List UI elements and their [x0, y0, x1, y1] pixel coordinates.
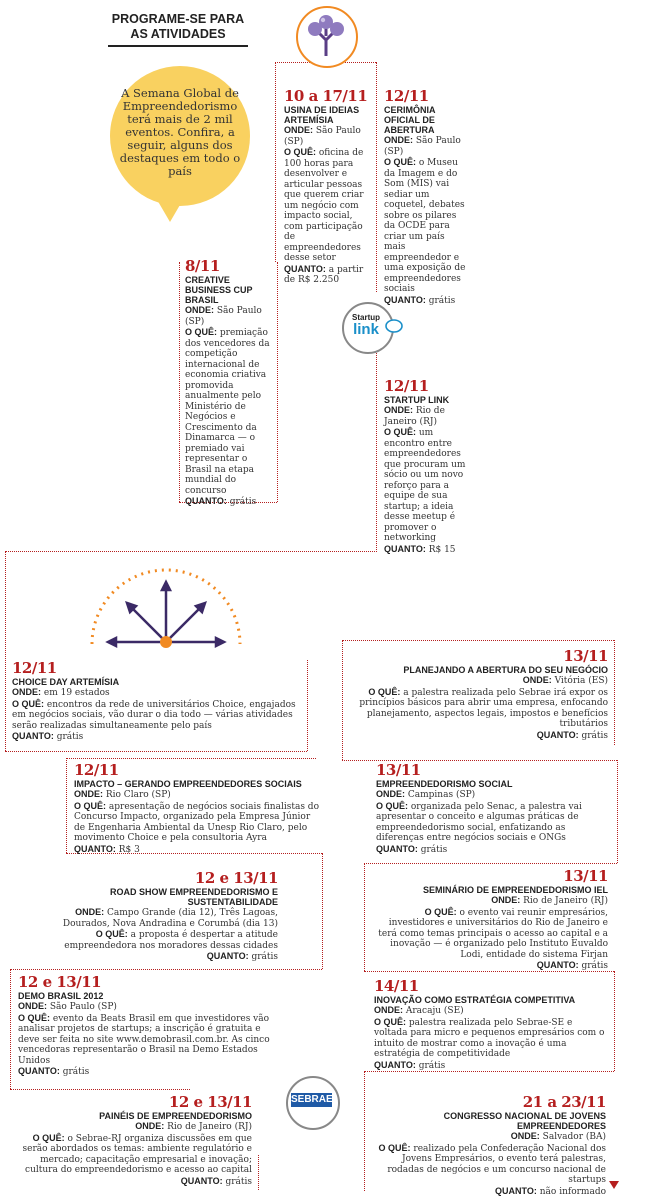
event-location: Rio de Janeiro (RJ) [167, 1122, 252, 1132]
event-price: grátis [420, 844, 448, 855]
event-description: um encontro entre empreendedores que procuram um sócio ou um novo reforço para a equipe de sua startup; a ideia desse meetup é promover o networking [384, 428, 466, 543]
event-date: 8/11 [185, 257, 220, 275]
startup-link-logo-line2: link [353, 321, 379, 338]
event-price: grátis [56, 732, 84, 742]
label-onde: ONDE: [135, 1121, 165, 1131]
event-description: oficina de 100 horas para desenvolver e articular pessoas que querem criar um negócio com impacto social, com participação de empreendedores desse setor [284, 148, 364, 263]
label-quanto: QUANTO: [536, 729, 579, 740]
label-oque: O QUÊ: [284, 147, 317, 157]
label-oque: O QUÊ: [12, 698, 45, 709]
event-demo-brasil [18, 974, 278, 1078]
event-title: ROAD SHOW EMPREENDEDORISMO E SUSTENTABILIDADE [109, 887, 278, 907]
event-date: 12/11 [74, 761, 119, 779]
event-title: CREATIVE BUSINESS CUP BRASIL [185, 275, 253, 305]
event-title: STARTUP LINK [384, 395, 450, 405]
label-onde: ONDE: [384, 135, 413, 145]
event-description: apresentação de negócios sociais finalistas do Concurso Impacto, organizado pela Empresa Júnior de Engenharia Ambiental da Unesp Rio Claro, pelo movimento Choice e pela consultoria Ayra [74, 801, 319, 843]
event-location: Rio de Janeiro (RJ) [523, 896, 608, 906]
event-startup-link [384, 378, 468, 555]
timeline-line [10, 969, 11, 1089]
event-title: USINA DE IDEIAS ARTEMÍSIA [284, 105, 360, 125]
label-quanto: QUANTO: [18, 1066, 60, 1076]
event-date: 21 a 23/11 [522, 1093, 606, 1111]
label-onde: ONDE: [376, 789, 405, 799]
label-oque: O QUÊ: [32, 1132, 65, 1143]
event-title: SEMINÁRIO DE EMPREENDEDORISMO IEL [422, 885, 608, 895]
event-location: em 19 estados [43, 688, 110, 698]
timeline-line [5, 551, 377, 552]
timeline-line [179, 262, 180, 502]
timeline-line [5, 551, 6, 751]
event-description: realizado pela Confederação Nacional dos Jovens Empresários, o evento terá palestras, rodadas de negócios e um concurso nacional de startups [387, 1143, 606, 1185]
timeline-line [342, 640, 614, 641]
event-impacto [74, 762, 320, 855]
timeline-line [614, 640, 615, 745]
event-location: Aracaju (SE) [405, 1006, 464, 1016]
startup-link-logo-line1: Startup [352, 313, 380, 322]
label-quanto: QUANTO: [12, 731, 54, 741]
label-quanto: QUANTO: [384, 294, 426, 305]
timeline-line [617, 760, 618, 863]
event-description: organizada pelo Senac, a palestra vai apresentar o conceito e algumas práticas de empreendedorismo social, enfatizando as diferenças entre negócios sociais e ONGs [376, 801, 582, 843]
event-price: grátis [418, 1060, 446, 1071]
event-price: não informado [539, 1186, 606, 1197]
event-creative-business-cup [185, 258, 271, 508]
event-cerimonia-abertura [384, 88, 468, 306]
label-oque: O QUÊ: [185, 327, 218, 337]
label-onde: ONDE: [510, 1131, 540, 1141]
event-congresso-jovens [368, 1094, 606, 1197]
timeline-line [258, 1155, 259, 1190]
event-date: 13/11 [376, 761, 421, 779]
event-date: 12/11 [384, 377, 429, 395]
event-price: grátis [581, 730, 608, 741]
event-road-show [40, 870, 278, 963]
event-price: grátis [581, 961, 608, 971]
timeline-line [277, 262, 278, 502]
event-location: São Paulo (SP) [384, 136, 461, 157]
event-description: o evento vai reunir empresários, investidores e universitários do Rio de Janeiro e terá como temas principais o acesso ao capital e a inovação — é organizado pelo Instituto Euvaldo Lodi, entidade do sistema Firjan [378, 907, 608, 960]
event-date: 10 a 17/11 [284, 87, 368, 105]
event-seminario-iel [370, 868, 608, 972]
arrow-down-icon [608, 1176, 620, 1190]
event-date: 13/11 [563, 647, 608, 665]
event-empreendedorismo-social [376, 762, 612, 855]
timeline-line [376, 350, 377, 550]
label-onde: ONDE: [284, 125, 313, 135]
label-quanto: QUANTO: [185, 496, 227, 506]
label-oque: O QUÊ: [74, 800, 107, 811]
page-title-line1: PROGRAME-SE PARA [111, 12, 245, 26]
event-location: São Paulo (SP) [185, 306, 262, 327]
idea-tree-icon [300, 10, 352, 62]
event-description: evento da Beats Brasil em que investidores vão analisar projetos de startups; a inscrição é gratuita e deve ser feita no site www.demobrasil.com.br. As cinco vencedoras representarão o Brasil na Demo Estados Unidos [18, 1013, 270, 1066]
event-price: grátis [251, 952, 278, 962]
label-oque: O QUÊ: [378, 1142, 411, 1153]
event-usina-de-ideias [284, 88, 374, 286]
page-title [108, 12, 248, 47]
event-title: PLANEJANDO A ABERTURA DO SEU NEGÓCIO [403, 665, 608, 675]
title-underline [108, 45, 248, 47]
event-location: São Paulo (SP) [284, 126, 361, 147]
label-quanto: QUANTO: [495, 1185, 537, 1196]
event-title: INOVAÇÃO COMO ESTRATÉGIA COMPETITIVA [374, 995, 576, 1005]
timeline-line [364, 863, 365, 971]
label-oque: O QUÊ: [18, 1012, 51, 1023]
timeline-line [322, 853, 323, 969]
event-description: encontros da rede de universitários Choice, engajados em negócios sociais, vão durar o dia todo — várias atividades serão realizadas simultaneamente pelo país [12, 699, 296, 731]
label-oque: O QUÊ: [376, 800, 409, 811]
timeline-line [376, 62, 377, 292]
event-title: CERIMÔNIA OFICIAL DE ABERTURA [384, 105, 436, 135]
chat-bubble-icon [384, 318, 404, 338]
event-paineis-empreendedorismo [18, 1094, 252, 1187]
event-date: 12/11 [12, 659, 57, 677]
label-quanto: QUANTO: [384, 543, 426, 554]
timeline-line [342, 640, 343, 760]
timeline-line [364, 863, 617, 864]
timeline-line [10, 1089, 190, 1090]
event-price: grátis [229, 497, 257, 507]
event-price: a partir de R$ 2.250 [284, 264, 364, 285]
label-onde: ONDE: [18, 1001, 47, 1011]
label-quanto: QUANTO: [206, 951, 249, 961]
timeline-line [10, 969, 322, 970]
event-title: CHOICE DAY ARTEMÍSIA [12, 677, 120, 687]
event-location: Salvador (BA) [542, 1132, 606, 1142]
label-onde: ONDE: [74, 789, 103, 799]
event-choice-day [12, 660, 302, 743]
event-description: o Sebrae-RJ organiza discussões em que serão abordados os temas: ambiente regulatório e mercado; capacitação empresarial e inovação; cultura do empreendedorismo e acesso ao capital [22, 1133, 252, 1175]
label-quanto: QUANTO: [180, 1175, 223, 1186]
timeline-line [5, 751, 307, 752]
intro-text: A Semana Global de Empreendedorismo terá mais de 2 mil eventos. Confira, a seguir, alguns dos destaques em todo o país [119, 86, 241, 178]
event-price: grátis [225, 1176, 252, 1187]
page-title-line2: AS ATIVIDADES [130, 27, 226, 41]
label-oque: O QUÊ: [368, 686, 401, 697]
label-onde: ONDE: [374, 1005, 403, 1015]
label-onde: ONDE: [491, 895, 521, 905]
event-description: premiação dos vencedores da competição internacional de economia criativa promovida anualmente pelo Ministério de Negócios e Crescimento da Dinamarca — o premiado vai representar o Brasil na etapa mundial do concurso [185, 328, 270, 496]
label-oque: O QUÊ: [95, 929, 128, 939]
label-oque: O QUÊ: [384, 427, 417, 437]
event-location: Campinas (SP) [407, 790, 476, 800]
timeline-line [364, 1071, 365, 1191]
event-location: Vitória (ES) [554, 676, 608, 686]
event-title: IMPACTO – GERANDO EMPREENDEDORES SOCIAIS [74, 779, 302, 789]
event-description: o Museu da Imagem e do Som (MIS) vai sediar um coquetel, debates sobre os pilares da OCDE para criar um país mais empreendedor e uma exposição de empreendedores sociais [384, 158, 466, 294]
event-date: 12 e 13/11 [18, 973, 102, 991]
label-onde: ONDE: [12, 687, 41, 697]
label-oque: O QUÊ: [374, 1016, 407, 1027]
growth-arrows-icon [82, 560, 250, 660]
event-date: 12/11 [384, 87, 429, 105]
label-quanto: QUANTO: [284, 263, 326, 274]
event-location: Campo Grande (dia 12), Três Lagoas, Dourados, Nova Andradina e Corumbá (dia 13) [62, 908, 278, 929]
timeline-line [364, 1071, 614, 1072]
label-oque: O QUÊ: [384, 157, 417, 167]
label-onde: ONDE: [522, 675, 552, 685]
event-description: a proposta é despertar a atitude empreendedora nos moradores dessas cidades [64, 930, 278, 951]
timeline-line [307, 660, 308, 751]
label-quanto: QUANTO: [374, 1059, 416, 1070]
event-title: PAINÉIS DE EMPREENDEDORISMO [99, 1111, 252, 1121]
timeline-line [66, 758, 316, 759]
event-location: São Paulo (SP) [49, 1002, 117, 1012]
event-title: DEMO BRASIL 2012 [18, 991, 104, 1001]
timeline-line [66, 758, 67, 853]
event-location: Rio Claro (SP) [105, 790, 171, 800]
label-oque: O QUÊ: [424, 906, 457, 917]
event-location: Rio de Janeiro (RJ) [384, 406, 445, 427]
intro-bubble-tail [156, 198, 184, 222]
sebrae-logo-text: SEBRAE [291, 1094, 333, 1105]
event-price: R$ 15 [428, 544, 456, 555]
label-onde: ONDE: [75, 907, 105, 917]
event-date: 12 e 13/11 [168, 1093, 252, 1111]
event-date: 12 e 13/11 [194, 869, 278, 887]
event-date: 14/11 [374, 977, 419, 995]
timeline-line [614, 971, 615, 1071]
event-description: palestra realizada pelo Sebrae-SE e voltada para micro e pequenos empresários com o intuito de mostrar como a inovação é uma estratégia de competitividade [374, 1017, 605, 1059]
label-quanto: QUANTO: [74, 843, 116, 854]
event-title: EMPREENDEDORISMO SOCIAL [376, 779, 513, 789]
event-title: CONGRESSO NACIONAL DE JOVENS EMPREENDEDORES [443, 1111, 606, 1131]
event-date: 13/11 [563, 867, 608, 885]
event-description: a palestra realizada pelo Sebrae irá expor os princípios básicos para abrir uma empresa, enfocando planejamento, aspectos legais, impostos e benefícios tributários [359, 687, 608, 729]
event-price: grátis [428, 295, 456, 306]
label-quanto: QUANTO: [536, 960, 579, 970]
label-onde: ONDE: [384, 405, 413, 415]
label-onde: ONDE: [185, 305, 214, 315]
timeline-line [275, 62, 276, 262]
event-price: grátis [62, 1067, 90, 1077]
event-inovacao-estrategia [374, 978, 608, 1071]
event-price: R$ 3 [118, 844, 140, 855]
label-quanto: QUANTO: [376, 843, 418, 854]
event-planejando-abertura [350, 648, 608, 741]
